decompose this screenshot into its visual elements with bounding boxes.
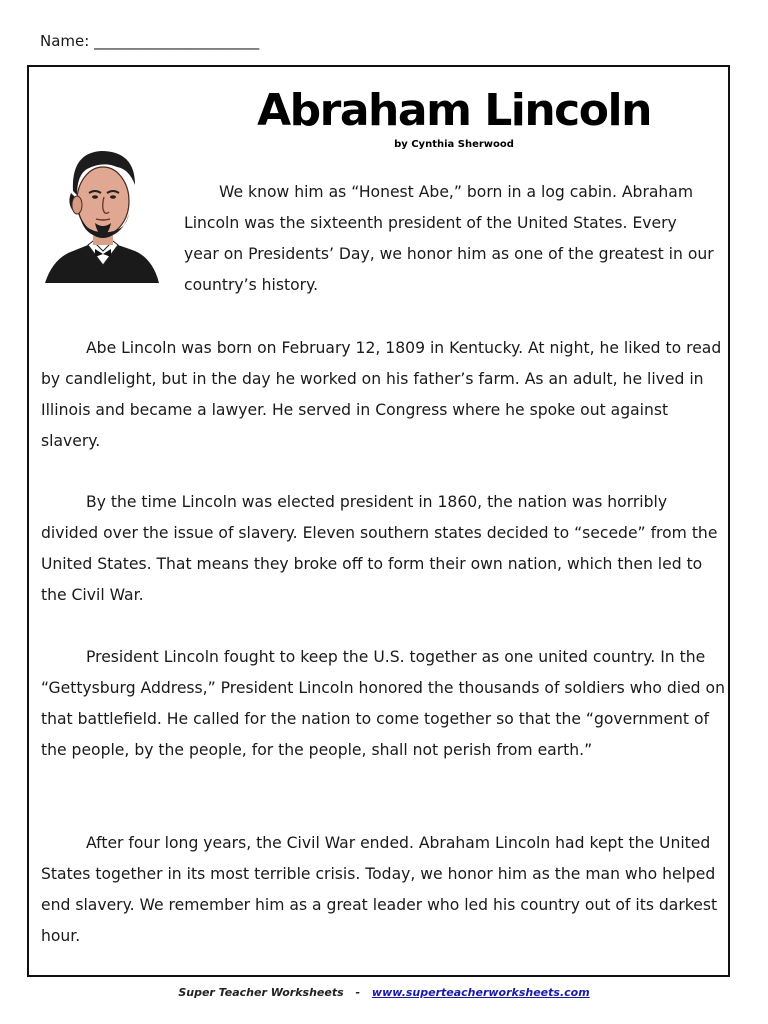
byline: by Cynthia Sherwood xyxy=(394,139,514,150)
footer-brand: Super Teacher Worksheets xyxy=(178,986,344,999)
page-title: Abraham Lincoln xyxy=(257,85,651,136)
paragraph-gettysburg: President Lincoln fought to keep the U.S. together as one united country. In the “Gettysburg Address,” President Lincoln honored the thousands of soldiers who died on that battlefield. He called for the nation to come together so that the “government of the people, by the people, for the people, shall not perish from earth.” xyxy=(41,648,725,759)
worksheet-frame xyxy=(27,65,730,977)
paragraph-legacy: After four long years, the Civil War ended. Abraham Lincoln had kept the United States together in its most terrible crisis. Today, we honor him as the man who helped end slavery. We remember him as a great leader who led his country out of its darkest hour. xyxy=(41,834,718,945)
footer-separator: - xyxy=(355,986,361,999)
paragraph-election: By the time Lincoln was elected president in 1860, the nation was horribly divided over the issue of slavery. Eleven southern states decided to “secede” from the United States. That means they broke off to form their own nation, which then led to the Civil War. xyxy=(41,493,718,604)
footer-website-link[interactable]: www.superteacherworksheets.com xyxy=(371,986,590,999)
footer xyxy=(0,986,768,999)
name-field-label: Name: ______________________ xyxy=(40,32,260,50)
paragraph-early-life: Abe Lincoln was born on February 12, 1809 in Kentucky. At night, he liked to read by candlelight, but in the day he worked on his father’s farm. As an adult, he lived in Illinois and became a lawyer. He served in Congress where he spoke out against slavery. xyxy=(41,339,722,450)
paragraph-intro: We know him as “Honest Abe,” born in a log cabin. Abraham Lincoln was the sixteenth president of the United States. Every year on Presidents’ Day, we honor him as one of the greatest in our country’s history. xyxy=(184,183,714,294)
lincoln-portrait-image xyxy=(43,133,161,289)
